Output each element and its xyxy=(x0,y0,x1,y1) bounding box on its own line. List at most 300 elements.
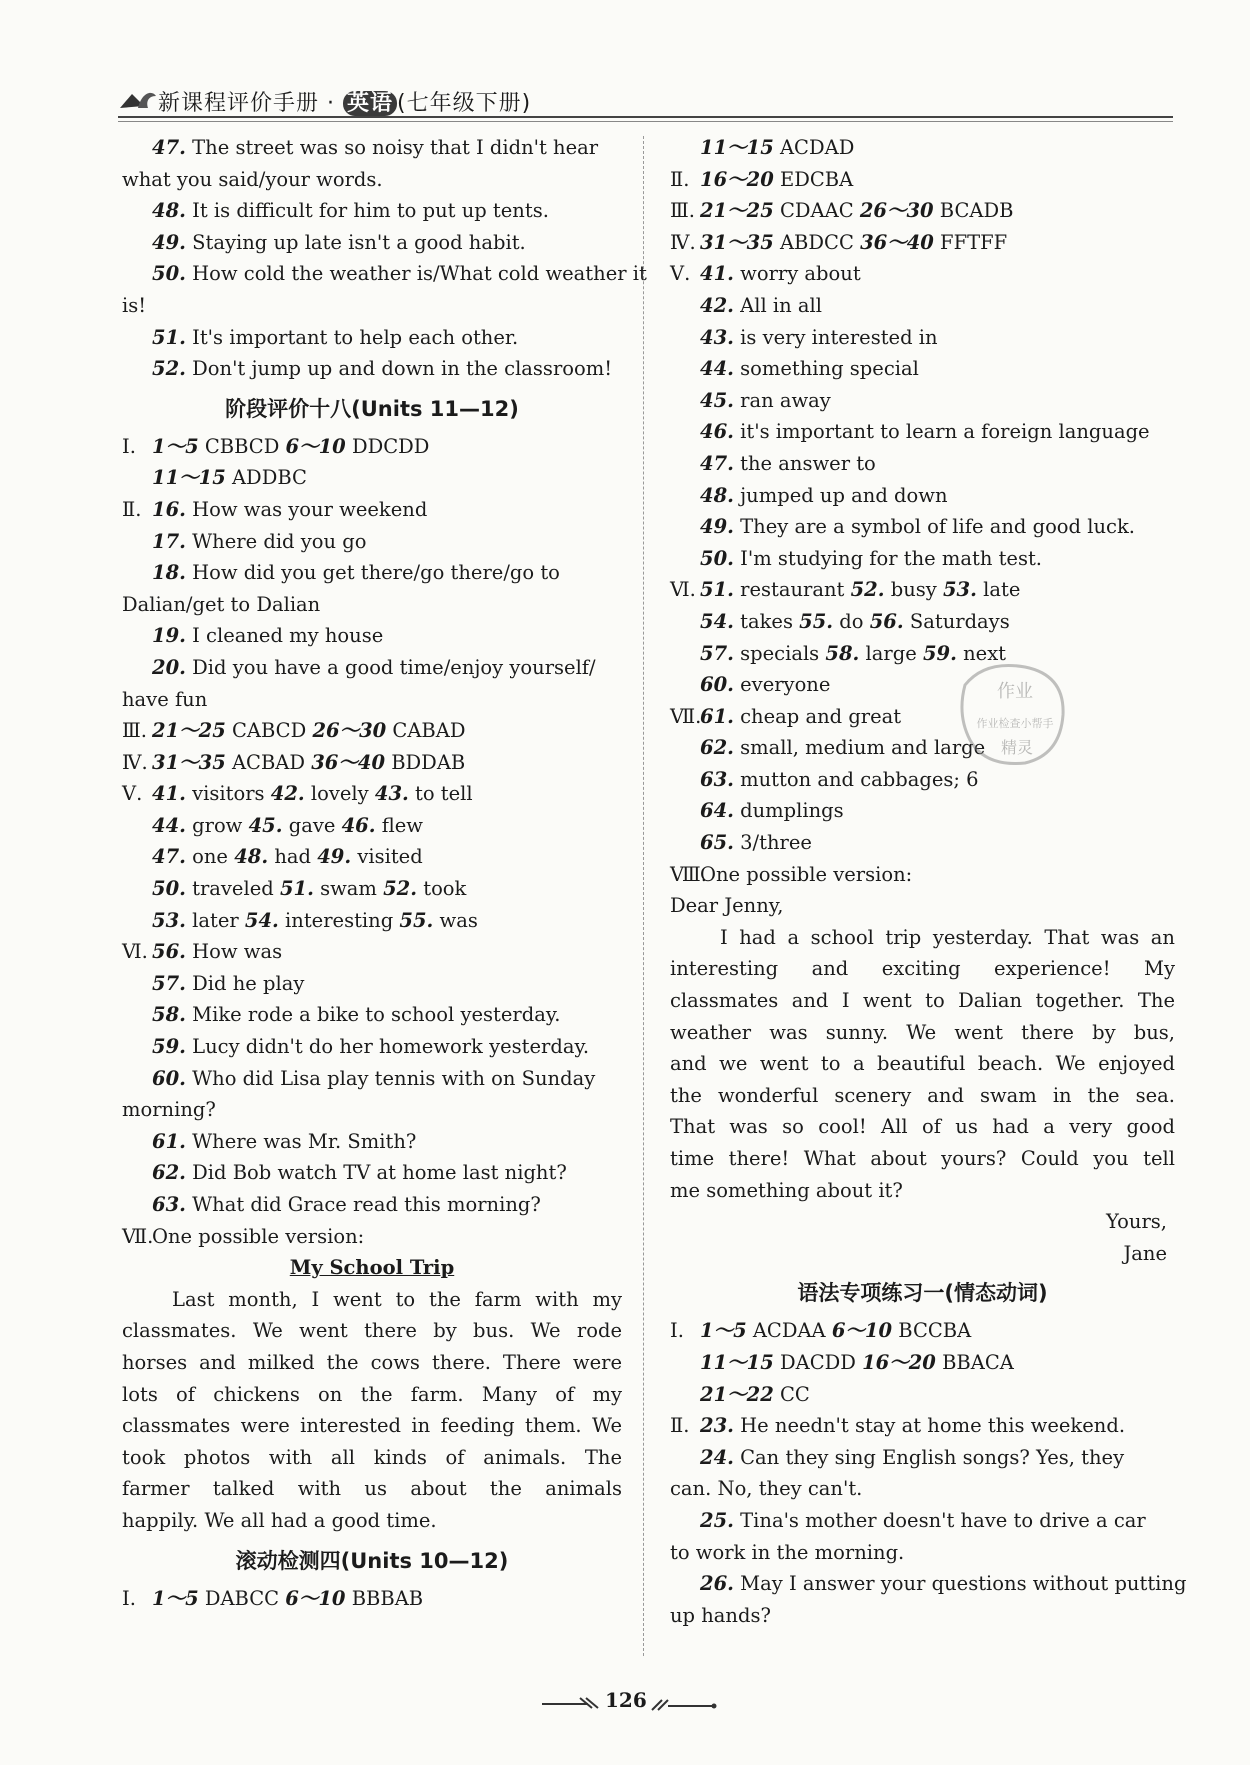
answer-line xyxy=(122,353,622,385)
question-number: 49. xyxy=(317,845,352,869)
answer-line xyxy=(122,620,622,652)
answer-text: up hands? xyxy=(670,1603,771,1627)
answer-text: Did Bob watch TV at home last night? xyxy=(185,1161,567,1185)
answer-text: to tell xyxy=(408,782,473,806)
answer-line xyxy=(122,132,622,164)
question-number: 1～5 xyxy=(152,434,199,458)
answer-line xyxy=(122,227,622,259)
book-logo-icon xyxy=(118,86,158,112)
answer-line xyxy=(670,764,1175,796)
svg-text:作业: 作业 xyxy=(997,681,1033,702)
question-number: 56. xyxy=(869,609,904,633)
answer-line xyxy=(670,322,1175,354)
question-number: 20. xyxy=(152,655,186,679)
question-number: 26～30 xyxy=(312,719,387,743)
question-number: 54. xyxy=(244,908,279,932)
answer-text: it's important to learn a foreign language xyxy=(733,420,1150,444)
question-number: 53. xyxy=(942,578,977,602)
question-number: 16～20 xyxy=(862,1350,936,1374)
answer-line xyxy=(670,606,1175,638)
question-number: 51. xyxy=(152,325,186,349)
answer-text: BCCBA xyxy=(892,1319,972,1343)
answer-line xyxy=(670,132,1175,164)
left-column xyxy=(122,132,647,1614)
answer-line xyxy=(670,638,1175,670)
answer-line xyxy=(670,1537,1175,1569)
answer-text: the wonderful scenery and swam in the sea. xyxy=(670,1083,1175,1107)
question-number: 42. xyxy=(270,782,305,806)
answer-text: BBBAB xyxy=(345,1586,424,1610)
answer-line xyxy=(670,1143,1175,1175)
question-number: 65. xyxy=(700,831,734,855)
answer-line xyxy=(122,1315,622,1347)
section-roman-numeral: Ⅱ. xyxy=(670,1414,690,1438)
answer-line xyxy=(122,258,647,290)
answer-text: Tina's mother doesn't have to drive a car xyxy=(733,1508,1146,1532)
answer-text: How was your weekend xyxy=(185,497,428,521)
answer-text: visited xyxy=(351,845,423,869)
answer-line xyxy=(670,1473,1175,1505)
section-roman-numeral: Ⅲ. xyxy=(670,199,696,223)
answer-text: I cleaned my house xyxy=(185,624,384,648)
question-number: 31～35 xyxy=(152,750,226,774)
answer-line xyxy=(122,778,622,810)
question-number: 59. xyxy=(922,641,957,665)
answer-line xyxy=(122,715,622,747)
question-number: 56. xyxy=(152,940,186,964)
answer-line xyxy=(122,290,622,322)
question-number: 11～15 xyxy=(700,1350,774,1374)
answer-text: gave xyxy=(282,813,342,837)
answer-line xyxy=(670,1175,1175,1207)
answer-text: Jane xyxy=(1123,1241,1167,1265)
answer-line xyxy=(670,1111,1175,1143)
answer-line xyxy=(670,385,1175,417)
footer-ornament-left-icon xyxy=(540,1694,600,1714)
question-number: 19. xyxy=(152,624,186,648)
answer-text: Where was Mr. Smith? xyxy=(185,1129,417,1153)
answer-line xyxy=(122,1031,622,1063)
answer-text: morning? xyxy=(122,1098,216,1122)
section-roman-numeral: Ⅰ. xyxy=(122,434,136,458)
answer-line xyxy=(670,1206,1175,1238)
question-number: 44. xyxy=(152,813,186,837)
answer-line xyxy=(122,1379,622,1411)
answer-text: One possible version: xyxy=(700,862,913,886)
question-number: 57. xyxy=(152,971,186,995)
question-number: 55. xyxy=(399,908,434,932)
answer-line xyxy=(122,589,622,621)
answer-line xyxy=(670,164,1175,196)
answer-line xyxy=(122,1442,622,1474)
answer-text: classmates. We went there by bus. We rode xyxy=(122,1319,622,1343)
answer-text: can. No, they can't. xyxy=(670,1477,863,1501)
question-number: 60. xyxy=(152,1066,186,1090)
answer-text: farmer talked with us about the animals xyxy=(122,1477,622,1501)
question-number: 43. xyxy=(700,325,734,349)
question-number: 45. xyxy=(248,813,283,837)
question-number: 63. xyxy=(700,767,734,791)
answer-text: CDAAC xyxy=(773,199,860,223)
answer-text: time there! What about yours? Could you tell xyxy=(670,1147,1175,1170)
answer-text: the answer to xyxy=(733,451,876,475)
answer-text: lots of chickens on the farm. Many of my xyxy=(122,1382,622,1406)
question-number: 6～10 xyxy=(285,434,346,458)
section-roman-numeral: Ⅱ. xyxy=(670,167,690,191)
answer-text: May I answer your questions without putting xyxy=(733,1572,1187,1596)
answer-line xyxy=(122,526,622,558)
question-number: 17. xyxy=(152,529,186,553)
answer-text: How was xyxy=(185,940,283,964)
answer-text: takes xyxy=(733,609,800,633)
answer-text: specials xyxy=(733,641,826,665)
answer-line xyxy=(670,574,1175,606)
answer-text: Did he play xyxy=(185,971,305,995)
question-number: 18. xyxy=(152,561,186,585)
subject-badge: 英语 xyxy=(343,91,397,116)
answer-line xyxy=(670,1080,1175,1112)
answer-text: All in all xyxy=(733,293,822,317)
answer-text: 3/three xyxy=(733,831,812,855)
answer-line xyxy=(122,1505,622,1537)
answer-text: Dear Jenny, xyxy=(670,894,784,918)
answer-line xyxy=(670,953,1175,985)
answer-line xyxy=(122,684,622,716)
question-number: 36～40 xyxy=(311,750,386,774)
answer-text: weather was sunny. We went there by bus, xyxy=(670,1020,1175,1044)
answer-line xyxy=(122,1473,622,1505)
page-header xyxy=(118,84,1168,116)
answer-line xyxy=(670,1048,1175,1080)
question-number: 44. xyxy=(700,357,734,381)
answer-line xyxy=(670,227,1175,259)
question-number: 41. xyxy=(700,262,734,286)
answer-line xyxy=(670,859,1175,891)
answer-text: One possible version: xyxy=(152,1224,365,1248)
answer-text: CABAD xyxy=(386,719,466,743)
section-roman-numeral: Ⅲ. xyxy=(122,719,148,743)
answer-line xyxy=(122,841,622,873)
question-number: 62. xyxy=(152,1161,186,1185)
question-number: 21～22 xyxy=(700,1382,774,1406)
answer-text: small, medium and large xyxy=(733,736,986,760)
question-number: 25. xyxy=(700,1508,734,1532)
answer-text: It's important to help each other. xyxy=(185,325,519,349)
question-number: 24. xyxy=(700,1445,734,1469)
answer-text: The street was so noisy that I didn't hear xyxy=(185,136,599,159)
section-roman-numeral: Ⅵ. xyxy=(670,578,696,602)
section-roman-numeral: Ⅷ. xyxy=(670,862,707,886)
answer-line xyxy=(122,810,622,842)
answer-text: me something about it? xyxy=(670,1178,903,1202)
answer-text: have fun xyxy=(122,687,208,711)
stamp-logo xyxy=(955,655,1075,775)
answer-text: ran away xyxy=(733,388,831,412)
answer-text: was xyxy=(433,908,478,932)
question-number: 60. xyxy=(700,673,734,697)
answer-text: FFTFF xyxy=(933,230,1008,254)
answer-line xyxy=(122,1063,622,1095)
question-number: 50. xyxy=(700,546,734,570)
answer-line xyxy=(670,195,1175,227)
answer-text: and we went to a beautiful beach. We enjoyed xyxy=(670,1052,1175,1076)
answer-text: DACDD xyxy=(773,1350,863,1374)
question-number: 52. xyxy=(152,357,186,381)
answer-line xyxy=(122,494,622,526)
section-roman-numeral: Ⅶ. xyxy=(122,1224,154,1248)
answer-text: ADDBC xyxy=(225,466,307,490)
answer-line xyxy=(670,1315,1175,1347)
answer-line xyxy=(122,1284,622,1316)
answer-line xyxy=(122,557,622,589)
answer-text: classmates were interested in feeding them. We xyxy=(122,1414,622,1438)
answer-text: worry about xyxy=(733,262,861,286)
answer-line xyxy=(122,1347,622,1379)
answer-text: jumped up and down xyxy=(733,483,948,507)
question-number: 23. xyxy=(700,1414,734,1438)
answer-line xyxy=(670,258,1175,290)
question-number: 31～35 xyxy=(700,230,774,254)
question-number: 57. xyxy=(700,641,734,665)
question-number: 62. xyxy=(700,736,734,760)
answer-text: something special xyxy=(733,357,919,381)
answer-line xyxy=(670,1568,1187,1600)
section-title: 语法专项练习一(情态动词) xyxy=(797,1281,1048,1306)
answer-text: What did Grace read this morning? xyxy=(185,1193,541,1216)
answer-text: happily. We all had a good time. xyxy=(122,1508,437,1532)
question-number: 36～40 xyxy=(860,230,934,254)
answer-line xyxy=(122,462,622,494)
answer-text: to work in the morning. xyxy=(670,1540,905,1564)
answer-text: How did you get there/go there/go to xyxy=(185,561,560,585)
header-rule xyxy=(118,116,1173,118)
answer-text: Lucy didn't do her homework yesterday. xyxy=(185,1035,590,1059)
answer-line xyxy=(670,985,1175,1017)
answer-text: interesting and exciting experience! My xyxy=(670,957,1175,981)
answer-text: one xyxy=(185,845,235,869)
answer-text: next xyxy=(956,641,1007,665)
question-number: 63. xyxy=(152,1193,186,1216)
answer-line xyxy=(122,873,622,905)
answer-line xyxy=(670,353,1175,385)
answer-line xyxy=(122,1094,622,1126)
answer-text: Staying up late isn't a good habit. xyxy=(185,230,526,254)
question-number: 54. xyxy=(700,609,734,633)
question-number: 48. xyxy=(234,845,269,869)
section-roman-numeral: Ⅶ. xyxy=(670,704,702,728)
answer-line xyxy=(122,164,622,196)
answer-line xyxy=(670,290,1175,322)
answer-line xyxy=(670,795,1175,827)
answer-text: later xyxy=(185,908,245,932)
answer-line xyxy=(670,543,1175,575)
answer-line xyxy=(670,448,1175,480)
question-number: 47. xyxy=(152,136,186,159)
answer-text: swam xyxy=(313,877,384,901)
question-number: 21～25 xyxy=(152,719,226,743)
answer-text: Yours, xyxy=(1105,1210,1167,1234)
question-number: 50. xyxy=(152,877,186,901)
answer-line xyxy=(122,1157,622,1189)
question-number: 42. xyxy=(700,293,734,317)
answer-line xyxy=(670,416,1175,448)
answer-line xyxy=(122,1189,622,1221)
header-title: 新课程评价手册 · 英语 (七年级下册) xyxy=(158,91,532,116)
section-roman-numeral: Ⅳ. xyxy=(122,750,148,774)
question-number: 26. xyxy=(700,1572,734,1596)
answer-line xyxy=(670,890,1175,922)
answer-text: I had a school trip yesterday. That was an xyxy=(720,925,1175,949)
answer-line xyxy=(670,922,1175,954)
question-number: 11～15 xyxy=(152,466,226,490)
answer-text: dumplings xyxy=(733,799,844,823)
question-number: 11～15 xyxy=(700,136,774,159)
question-number: 52. xyxy=(383,877,418,901)
answer-text: BCADB xyxy=(933,199,1014,223)
answer-line xyxy=(670,701,1175,733)
answer-line xyxy=(670,1505,1175,1537)
answer-text: horses and milked the cows there. There were xyxy=(122,1350,622,1374)
answer-text: ABDCC xyxy=(773,230,861,254)
question-number: 1～5 xyxy=(152,1586,199,1610)
question-number: 64. xyxy=(700,799,734,823)
answer-line xyxy=(122,322,622,354)
section-roman-numeral: Ⅰ. xyxy=(122,1586,136,1610)
answer-text: interesting xyxy=(278,908,400,932)
page-footer xyxy=(540,1688,720,1718)
answer-text: He needn't stay at home this weekend. xyxy=(733,1414,1126,1438)
answer-text: traveled xyxy=(185,877,280,901)
question-number: 49. xyxy=(152,230,186,254)
answer-text: I'm studying for the math test. xyxy=(733,546,1043,570)
question-number: 48. xyxy=(700,483,734,507)
question-number: 51. xyxy=(700,578,734,602)
question-number: 47. xyxy=(152,845,186,869)
answer-text: ACDAD xyxy=(773,136,855,159)
column-divider xyxy=(643,136,644,1656)
answer-text: BBACA xyxy=(935,1350,1014,1374)
answer-text: Where did you go xyxy=(185,529,367,553)
answer-text: took xyxy=(417,877,467,901)
answer-text: Did you have a good time/enjoy yourself/ xyxy=(185,655,596,679)
answer-text: DABCC xyxy=(198,1586,286,1610)
question-number: 45. xyxy=(700,388,734,412)
answer-line xyxy=(122,195,622,227)
answer-text: busy xyxy=(884,578,943,602)
section-roman-numeral: Ⅰ. xyxy=(670,1319,684,1343)
section-roman-numeral: Ⅵ. xyxy=(122,940,148,964)
answer-text: grow xyxy=(185,813,249,837)
question-number: 16. xyxy=(152,497,186,521)
answer-line xyxy=(670,827,1175,859)
answer-text: Don't jump up and down in the classroom! xyxy=(185,357,613,381)
question-number: 6～10 xyxy=(831,1319,893,1343)
question-number: 6～10 xyxy=(285,1586,346,1610)
answer-line xyxy=(122,1583,622,1615)
answer-line xyxy=(122,1410,622,1442)
answer-text: Mike rode a bike to school yesterday. xyxy=(185,1003,561,1027)
question-number: 61. xyxy=(700,704,734,728)
answer-text: is! xyxy=(122,293,147,317)
question-number: 43. xyxy=(374,782,409,806)
question-number: 41. xyxy=(152,782,186,806)
answer-text: late xyxy=(976,578,1021,602)
answer-line xyxy=(670,732,1175,764)
answer-text: ACBAD xyxy=(225,750,312,774)
answer-text: visitors xyxy=(185,782,271,806)
answer-line xyxy=(670,1442,1175,1474)
answer-line xyxy=(122,968,622,1000)
section-title: 滚动检测四(Units 10—12) xyxy=(235,1548,509,1573)
header-rule-thin xyxy=(118,121,1173,122)
answer-text: do xyxy=(833,609,870,633)
question-number: 58. xyxy=(152,1003,186,1027)
question-number: 50. xyxy=(152,262,186,286)
answer-line xyxy=(670,1410,1175,1442)
essay-title: My School Trip xyxy=(289,1256,455,1280)
question-number: 49. xyxy=(700,515,734,539)
answer-text: Can they sing English songs? Yes, they xyxy=(733,1445,1125,1469)
answer-line xyxy=(670,669,1175,701)
answer-text: everyone xyxy=(733,673,831,697)
question-number: 21～25 xyxy=(700,199,774,223)
answer-text: is very interested in xyxy=(733,325,938,349)
answer-line xyxy=(670,480,1175,512)
answer-line xyxy=(670,1238,1175,1270)
answer-text: classmates and I went to Dalian together. The xyxy=(670,989,1175,1013)
section-roman-numeral: Ⅴ. xyxy=(122,782,143,806)
answer-text: restaurant xyxy=(733,578,851,602)
answer-line xyxy=(122,747,622,779)
right-column xyxy=(670,132,1187,1631)
section-title: 阶段评价十八(Units 11—12) xyxy=(225,396,519,421)
question-number: 1～5 xyxy=(700,1319,747,1343)
question-number: 46. xyxy=(341,813,376,837)
answer-line xyxy=(122,999,622,1031)
answer-line xyxy=(122,1221,622,1253)
answer-line xyxy=(122,652,622,684)
answer-line xyxy=(122,431,622,463)
question-number: 47. xyxy=(700,451,734,475)
answer-text: BDDAB xyxy=(385,750,466,774)
answer-text: That was so cool! All of us had a very good xyxy=(670,1115,1175,1139)
answer-line xyxy=(670,511,1175,543)
answer-text: ACDAA xyxy=(746,1319,832,1343)
question-number: 61. xyxy=(152,1129,186,1153)
answer-text: flew xyxy=(375,813,423,837)
svg-text:精灵: 精灵 xyxy=(1000,738,1034,757)
answer-text: Dalian/get to Dalian xyxy=(122,592,321,616)
answer-text: Last month, I went to the farm with my xyxy=(172,1287,622,1311)
answer-text: It is difficult for him to put up tents. xyxy=(185,199,549,223)
question-number: 48. xyxy=(152,199,186,223)
answer-text: Who did Lisa play tennis with on Sunday xyxy=(185,1066,596,1090)
question-number: 26～30 xyxy=(859,199,934,223)
question-number: 58. xyxy=(825,641,860,665)
answer-line xyxy=(670,1017,1175,1049)
answer-line xyxy=(122,905,622,937)
answer-text: CABCD xyxy=(225,719,313,743)
answer-text: Saturdays xyxy=(903,609,1010,633)
answer-line xyxy=(670,1379,1175,1411)
footer-ornament-right-icon xyxy=(648,1694,718,1714)
answer-text: lovely xyxy=(304,782,375,806)
answer-text: took photos with all kinds of animals. The xyxy=(122,1445,622,1469)
answer-text: what you said/your words. xyxy=(122,167,383,191)
question-number: 59. xyxy=(152,1035,186,1059)
answer-text: large xyxy=(859,641,923,665)
question-number: 16～20 xyxy=(700,167,774,191)
